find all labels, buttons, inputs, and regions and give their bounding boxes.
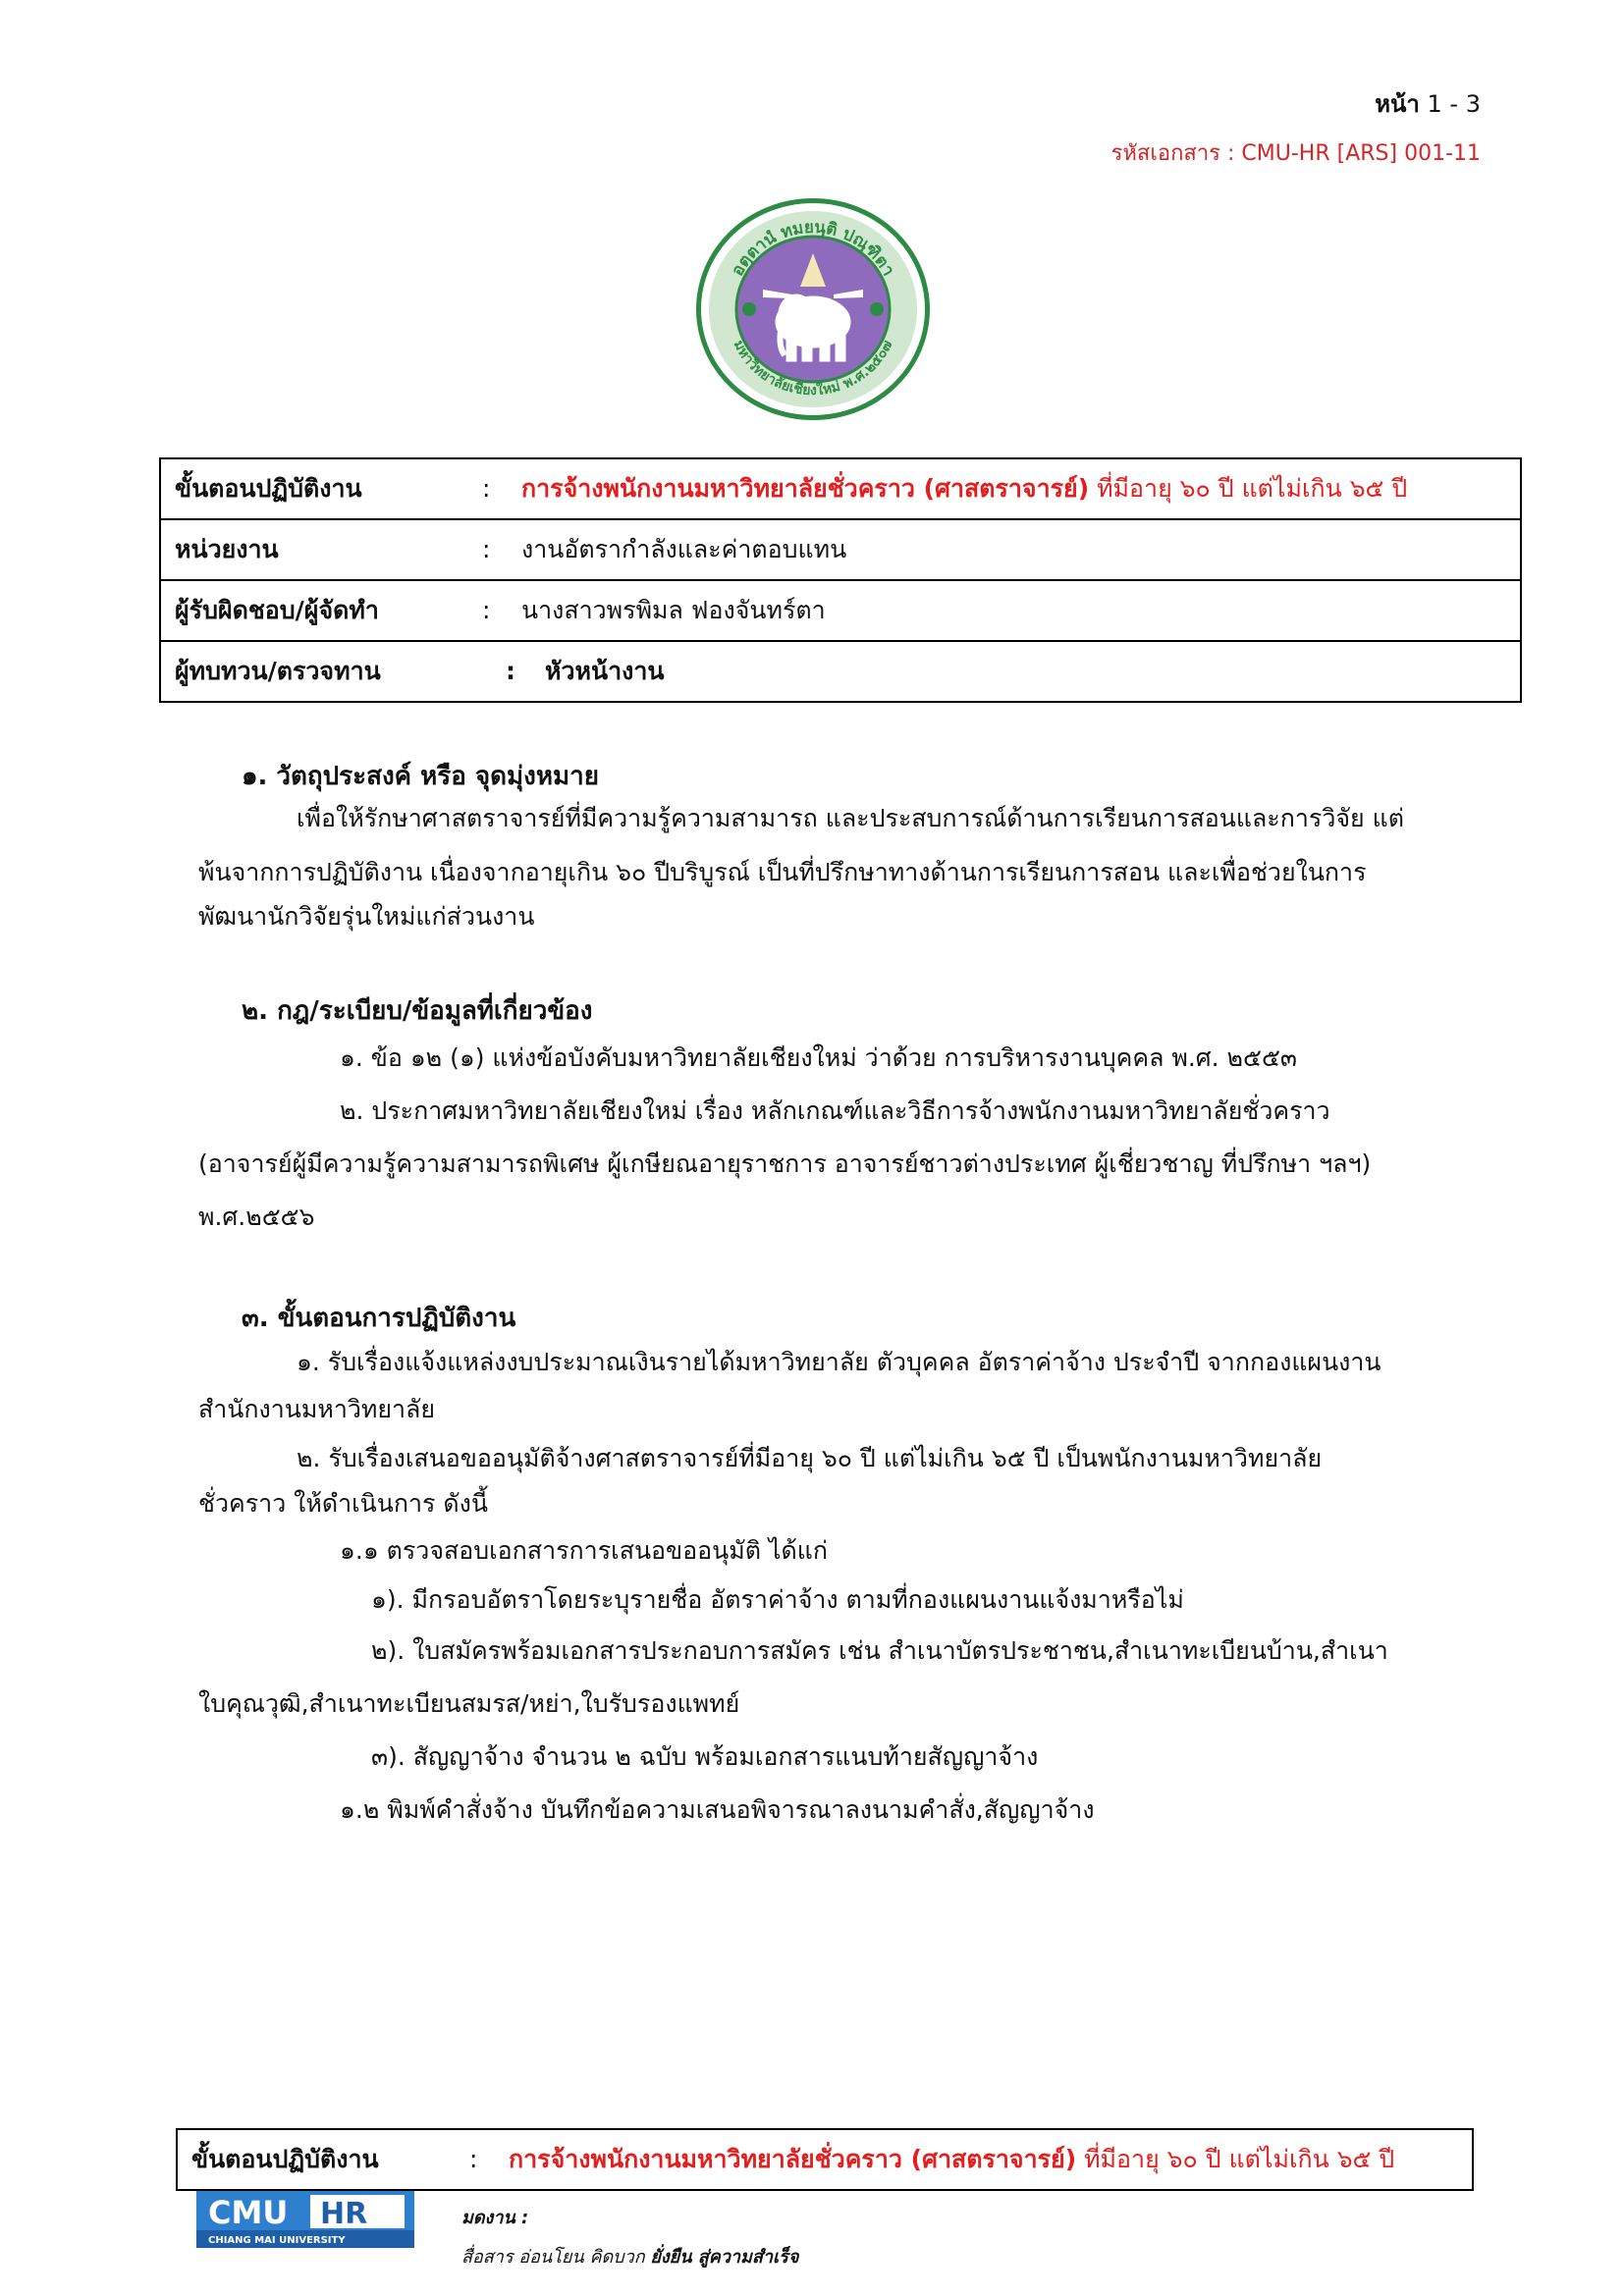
- colon: :: [506, 657, 515, 685]
- table-row: [160, 458, 1521, 519]
- row-value: [468, 641, 1521, 702]
- footer-procedure-box: [176, 2128, 1474, 2191]
- university-seal-logo: [694, 196, 932, 422]
- section-3-line: ชั่วคราว ให้ดำเนินการ ดังนี้: [198, 1489, 488, 1518]
- procedure-title-red: การจ้างพนักงานมหาวิทยาลัยชั่วคราว (ศาสตราจารย์): [521, 474, 1090, 503]
- values-text: สื่อสาร อ่อนโยน คิดบวก: [461, 2247, 645, 2268]
- section-3-line: สำนักงานมหาวิทยาลัย: [198, 1395, 436, 1423]
- section-3-line: ๑. รับเรื่องแจ้งแหล่งงบประมาณเงินรายได้มหาวิทยาลัย ตัวบุคคล อัตราค่าจ้าง ประจำปี จากกองแผนงาน: [297, 1348, 1381, 1376]
- unit-value: งานอัตรากำลังและค่าตอบแทน: [521, 535, 847, 563]
- seal-university-name: มหาวิทยาลัยเชียงใหม่ พ.ศ.๒๕๐๗: [730, 338, 896, 400]
- document-code: [1111, 135, 1481, 170]
- section-2-heading: ๒. กฎ/ระเบียบ/ข้อมูลที่เกี่ยวข้อง: [242, 996, 593, 1026]
- doc-code-label: รหัสเอกสาร :: [1110, 141, 1235, 166]
- row-key: ขั้นตอนปฏิบัติงาน: [160, 458, 468, 519]
- page-value: 1 - 3: [1427, 90, 1481, 118]
- table-row: [160, 519, 1521, 580]
- colon: :: [482, 596, 491, 624]
- values-label: มดงาน :: [461, 2208, 529, 2228]
- section-2-line: (อาจารย์ผู้มีความรู้ความสามารถพิเศษ ผู้เกษียณอายุราชการ อาจารย์ชาวต่างประเทศ ผู้เชี่ยวชาญ ที่ปรึกษา ฯลฯ): [198, 1149, 1372, 1178]
- logo-cmu-text: CMU: [208, 2194, 289, 2231]
- row-key: หน่วยงาน: [160, 519, 468, 580]
- section-2-line: พ.ศ.๒๕๕๖: [198, 1202, 315, 1231]
- footer-title-red: การจ้างพนักงานมหาวิทยาลัยชั่วคราว (ศาสตราจารย์): [509, 2145, 1077, 2173]
- section-2-line: ๒. ประกาศมหาวิทยาลัยเชียงใหม่ เรื่อง หลักเกณฑ์และวิธีการจ้างพนักงานมหาวิทยาลัยชั่วคราว: [340, 1096, 1330, 1125]
- section-1-line: เพื่อให้รักษาศาสตราจารย์ที่มีความรู้ความสามารถ และประสบการณ์ด้านการเรียนการสอนและการวิจัย แต่: [297, 804, 1404, 832]
- section-1-line: พัฒนานักวิจัยรุ่นใหม่แก่ส่วนงาน: [198, 902, 535, 931]
- section-3-line: ๑). มีกรอบอัตราโดยระบุรายชื่อ อัตราค่าจ้าง ตามที่กองแผนงานแจ้งมาหรือไม่: [371, 1585, 1184, 1614]
- section-1-heading: ๑. วัตถุประสงค์ หรือ จุดมุ่งหมาย: [242, 762, 599, 791]
- footer-title-rest: ที่มีอายุ ๖๐ ปี แต่ไม่เกิน ๖๕ ปี: [1076, 2145, 1395, 2173]
- page-number: [1375, 84, 1481, 123]
- cmu-hr-logo: [196, 2191, 414, 2248]
- colon: :: [469, 2145, 478, 2173]
- row-value: [468, 580, 1521, 641]
- seal-motto: อตฺตานํ ทมยนฺติ ปณฺฑิตา: [728, 217, 898, 280]
- section-1-line: พ้นจากการปฏิบัติงาน เนื่องจากอายุเกิน ๖๐ ปีบริบูรณ์ เป็นที่ปรึกษาทางด้านการเรียนการสอน และเพื่อช่วยในการ: [198, 858, 1367, 886]
- table-row: [160, 641, 1521, 702]
- section-3-line: ๓). สัญญาจ้าง จำนวน ๒ ฉบับ พร้อมเอกสารแนบท้ายสัญญาจ้าง: [371, 1742, 1039, 1771]
- section-3-heading: ๓. ขั้นตอนการปฏิบัติงาน: [242, 1304, 516, 1333]
- footer-values: [461, 2199, 798, 2277]
- row-value: [468, 519, 1521, 580]
- section-3-line: ๑.๑ ตรวจสอบเอกสารการเสนอขออนุมัติ ได้แก่: [340, 1536, 828, 1565]
- page-label: หน้า: [1375, 90, 1420, 118]
- logo-hr-text: HR: [320, 2197, 368, 2231]
- footer-value: [456, 2129, 1473, 2190]
- colon: :: [482, 474, 491, 503]
- logo-university-text: CHIANG MAI UNIVERSITY: [208, 2235, 346, 2246]
- footer-key: ขั้นตอนปฏิบัติงาน: [191, 2145, 379, 2173]
- reviewer-value: หัวหน้างาน: [545, 657, 665, 685]
- section-3-line: ๒). ใบสมัครพร้อมเอกสารประกอบการสมัคร เช่น สำเนาบัตรประชาชน,สำเนาทะเบียนบ้าน,สำเนา: [371, 1636, 1388, 1665]
- table-row: [177, 2129, 1473, 2190]
- values-bold: ยั่งยืน สู่ความสำเร็จ: [650, 2247, 799, 2268]
- values-line: [461, 2238, 798, 2277]
- row-value: [468, 458, 1521, 519]
- procedure-title-rest: ที่มีอายุ ๖๐ ปี แต่ไม่เกิน ๖๕ ปี: [1089, 474, 1408, 503]
- section-3-line: ๒. รับเรื่องเสนอขออนุมัติจ้างศาสตราจารย์ที่มีอายุ ๖๐ ปี แต่ไม่เกิน ๖๕ ปี เป็นพนักงานมหาวิทยาลัย: [297, 1444, 1323, 1472]
- row-key: ผู้รับผิดชอบ/ผู้จัดทำ: [160, 580, 468, 641]
- colon: :: [482, 535, 491, 563]
- procedure-info-table: [159, 457, 1522, 703]
- section-2-line: ๑. ข้อ ๑๒ (๑) แห่งข้อบังคับมหาวิทยาลัยเชียงใหม่ ว่าด้วย การบริหารงานบุคคล พ.ศ. ๒๕๕๓: [340, 1043, 1297, 1072]
- doc-code-value: CMU-HR [ARS] 001-11: [1241, 141, 1481, 166]
- responsible-value: นางสาวพรพิมล ฟองจันทร์ตา: [521, 596, 826, 624]
- table-row: [160, 580, 1521, 641]
- section-3-line: ๑.๒ พิมพ์คำสั่งจ้าง บันทึกข้อความเสนอพิจารณาลงนามคำสั่ง,สัญญาจ้าง: [340, 1795, 1095, 1824]
- row-key: ผู้ทบทวน/ตรวจทาน: [160, 641, 468, 702]
- section-3-line: ใบคุณวุฒิ,สำเนาทะเบียนสมรส/หย่า,ใบรับรองแพทย์: [198, 1689, 740, 1718]
